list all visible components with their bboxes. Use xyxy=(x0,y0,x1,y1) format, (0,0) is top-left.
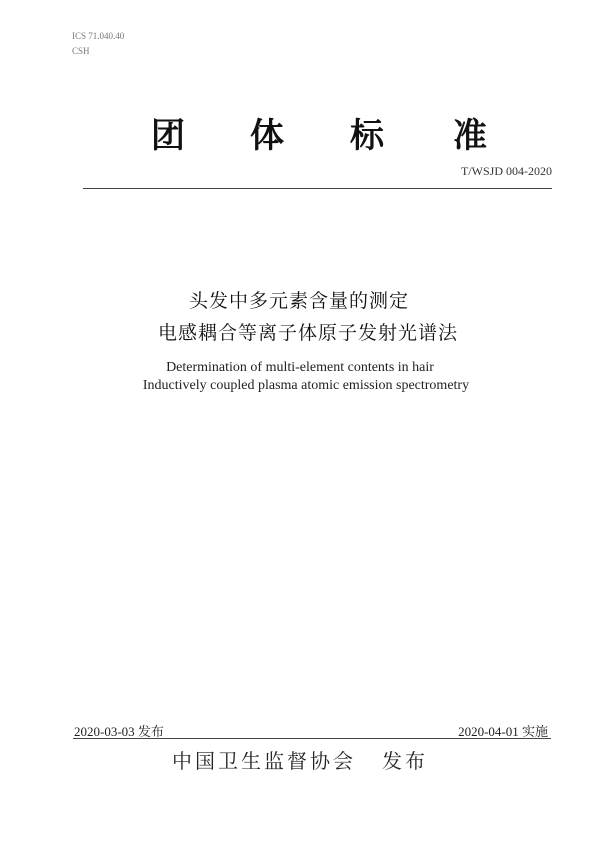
standard-type-char: 体 xyxy=(250,116,284,156)
csh-code: CSH xyxy=(72,46,90,56)
chinese-title-line-1: 头发中多元素含量的测定 xyxy=(188,290,409,312)
english-title-line-2: Inductively coupled plasma atomic emission spectrometry xyxy=(142,378,470,393)
chinese-title-line-2: 电感耦合等离子体原子发射光谱法 xyxy=(157,322,458,344)
bottom-divider xyxy=(73,738,551,739)
standard-code: T/WSJD 004-2020 xyxy=(461,164,552,178)
ics-code: ICS 71.040.40 xyxy=(72,31,125,41)
standard-type-char: 标 xyxy=(350,116,384,156)
standard-type-char: 准 xyxy=(453,116,487,156)
top-divider xyxy=(83,188,552,189)
publisher-organization: 中国卫生监督协会 xyxy=(172,749,356,773)
implement-date: 2020-04-01 实施 xyxy=(458,724,548,739)
publisher-word: 发布 xyxy=(382,749,428,773)
publisher-line xyxy=(0,745,600,774)
standard-type-char: 团 xyxy=(151,116,185,156)
standard-type-title xyxy=(0,108,600,154)
english-title-line-1: Determination of multi-element contents in hair xyxy=(166,360,434,375)
publish-date: 2020-03-03 发布 xyxy=(74,724,164,739)
